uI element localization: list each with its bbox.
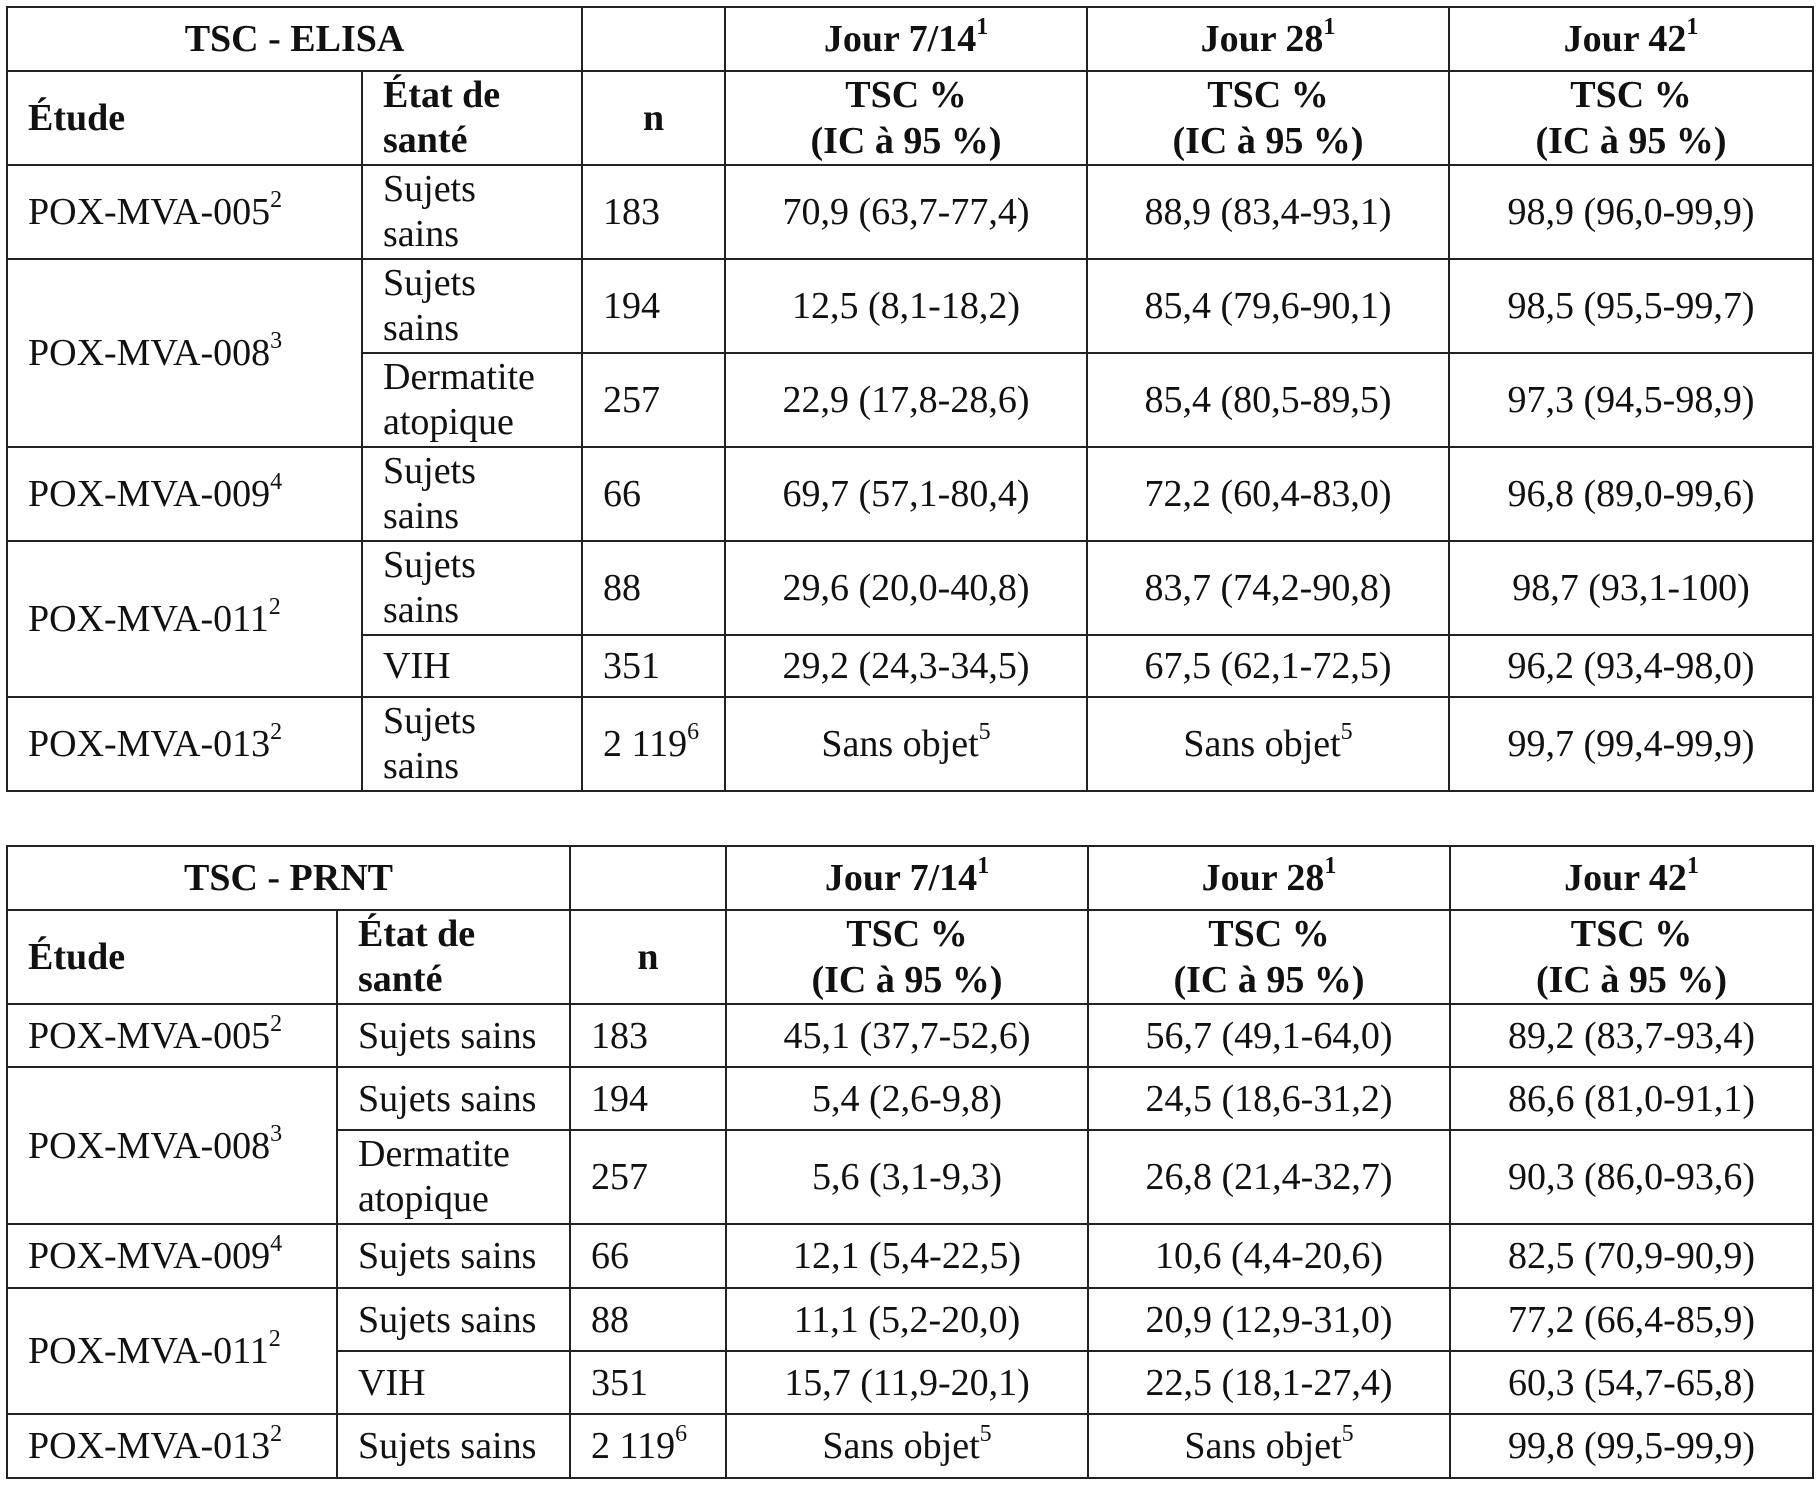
elisa-title-row: [7, 7, 1813, 71]
elisa-day-header: [1449, 7, 1813, 71]
col-header-metric: [1087, 71, 1449, 165]
value-cell: 69,7 (57,1-80,4): [725, 447, 1087, 541]
col-header-etat: [337, 910, 570, 1004]
value-cell: 99,7 (99,4-99,9): [1449, 697, 1813, 791]
metric-line2: (IC à 95 %): [811, 959, 1003, 1001]
value-cell: 96,8 (89,0-99,6): [1449, 447, 1813, 541]
condition-cell: [362, 541, 582, 635]
footnote-marker: 6: [675, 1421, 688, 1448]
value-cell: 10,6 (4,4-20,6): [1088, 1224, 1450, 1288]
table-row: [7, 1288, 1813, 1351]
col-header-etat-line1: État de: [383, 74, 501, 116]
prnt-title-row: [7, 846, 1813, 910]
footnote-marker: 5: [979, 1421, 992, 1448]
study-name: POX-MVA-011: [28, 1330, 269, 1372]
value-cell: 5,6 (3,1-9,3): [726, 1130, 1088, 1224]
value-cell: 20,9 (12,9-31,0): [1088, 1288, 1450, 1351]
n-cell: [582, 697, 725, 791]
value-cell: 77,2 (66,4-85,9): [1450, 1288, 1813, 1351]
study-cell: [7, 259, 362, 447]
col-header-etat-line2: santé: [358, 958, 443, 1000]
footnote-marker: 4: [270, 469, 283, 496]
study-name: POX-MVA-009: [28, 1235, 271, 1277]
metric-line1: TSC %: [1570, 74, 1692, 116]
condition-cell: VIH: [362, 635, 582, 697]
value-cell: 11,1 (5,2-20,0): [726, 1288, 1088, 1351]
day-label: Jour 28: [1201, 857, 1325, 899]
value-cell: 89,2 (83,7-93,4): [1450, 1004, 1813, 1067]
condition-line2: atopique: [383, 401, 514, 443]
footnote-marker: 3: [270, 328, 283, 355]
metric-line1: TSC %: [845, 74, 967, 116]
footnote-marker: 1: [1324, 853, 1337, 880]
n-cell: [570, 1414, 726, 1478]
condition-line2: sains: [383, 495, 459, 537]
prnt-day-header: [1450, 846, 1813, 910]
metric-line2: (IC à 95 %): [1535, 959, 1728, 1001]
condition-cell: Sujets sains: [337, 1414, 570, 1478]
condition-cell: Sujets sains: [337, 1067, 570, 1130]
condition-line1: Dermatite: [383, 356, 535, 398]
n-cell: 351: [570, 1351, 726, 1414]
value-cell: 82,5 (70,9-90,9): [1450, 1224, 1813, 1288]
col-header-n: n: [570, 910, 726, 1004]
study-cell: [7, 1067, 337, 1224]
condition-cell: [362, 353, 582, 447]
study-cell: [7, 165, 362, 259]
col-header-n: n: [582, 71, 725, 165]
value-cell: 67,5 (62,1-72,5): [1087, 635, 1449, 697]
n-value: 2 119: [603, 723, 688, 765]
study-cell: [7, 1288, 337, 1414]
footnote-marker: 2: [270, 187, 283, 214]
table-row: [7, 1414, 1813, 1478]
footnote-marker: 1: [977, 853, 990, 880]
footnote-marker: 1: [1686, 853, 1699, 880]
col-header-etat: [362, 71, 582, 165]
value-cell: 29,2 (24,3-34,5): [725, 635, 1087, 697]
table-row: [7, 259, 1813, 353]
prnt-table: [6, 845, 1814, 1479]
elisa-day-header: [1087, 7, 1449, 71]
value-cell: 26,8 (21,4-32,7): [1088, 1130, 1450, 1224]
value-text: Sans objet: [1184, 1425, 1342, 1467]
value-cell: 70,9 (63,7-77,4): [725, 165, 1087, 259]
condition-line1: Sujets: [383, 168, 476, 210]
elisa-table-title: TSC - ELISA: [7, 7, 582, 71]
n-cell: 66: [582, 447, 725, 541]
value-cell: 85,4 (79,6-90,1): [1087, 259, 1449, 353]
value-cell: 83,7 (74,2-90,8): [1087, 541, 1449, 635]
study-cell: [7, 1004, 337, 1067]
n-cell: 183: [570, 1004, 726, 1067]
condition-cell: [362, 697, 582, 791]
metric-line2: (IC à 95 %): [1173, 959, 1365, 1001]
n-cell: 88: [570, 1288, 726, 1351]
value-cell: 99,8 (99,5-99,9): [1450, 1414, 1813, 1478]
value-cell: 12,1 (5,4-22,5): [726, 1224, 1088, 1288]
condition-line1: Sujets: [383, 544, 476, 586]
condition-line1: Sujets: [383, 262, 476, 304]
n-cell: 257: [570, 1130, 726, 1224]
value-cell: [726, 1414, 1088, 1478]
col-header-etat-line1: État de: [358, 913, 476, 955]
condition-cell: Sujets sains: [337, 1004, 570, 1067]
study-name: POX-MVA-008: [28, 332, 271, 374]
study-name: POX-MVA-005: [28, 1014, 271, 1057]
footnote-marker: 2: [268, 1326, 281, 1353]
footnote-marker: 5: [1340, 719, 1353, 746]
col-header-etat-line2: santé: [383, 119, 468, 161]
elisa-table: [6, 6, 1814, 792]
metric-line2: (IC à 95 %): [1535, 120, 1727, 162]
n-value: 2 119: [591, 1425, 676, 1467]
value-cell: 86,6 (81,0-91,1): [1450, 1067, 1813, 1130]
n-cell: 351: [582, 635, 725, 697]
value-cell: 98,5 (95,5-99,7): [1449, 259, 1813, 353]
condition-line2: sains: [383, 307, 459, 349]
condition-cell: [337, 1130, 570, 1224]
condition-line2: sains: [383, 589, 459, 631]
condition-cell: [362, 259, 582, 353]
footnote-marker: 1: [976, 14, 989, 41]
table-row: [7, 541, 1813, 635]
value-cell: 96,2 (93,4-98,0): [1449, 635, 1813, 697]
metric-line2: (IC à 95 %): [810, 120, 1002, 162]
col-header-metric: [1088, 910, 1450, 1004]
prnt-day-header: [726, 846, 1088, 910]
day-label: Jour 28: [1200, 18, 1324, 60]
condition-cell: [362, 165, 582, 259]
table-row: [7, 1224, 1813, 1288]
value-cell: 97,3 (94,5-98,9): [1449, 353, 1813, 447]
study-name: POX-MVA-013: [28, 1425, 271, 1467]
col-header-metric: [725, 71, 1087, 165]
footnote-marker: 2: [270, 1010, 283, 1037]
footnote-marker: 2: [270, 1421, 283, 1448]
condition-cell: VIH: [337, 1351, 570, 1414]
footnote-marker: 2: [268, 594, 281, 621]
condition-line1: Sujets: [383, 700, 476, 742]
footnote-marker: 5: [1341, 1421, 1354, 1448]
study-name: POX-MVA-013: [28, 723, 271, 765]
value-cell: 56,7 (49,1-64,0): [1088, 1004, 1450, 1067]
elisa-column-header-row: [7, 71, 1813, 165]
condition-cell: Sujets sains: [337, 1288, 570, 1351]
study-cell: [7, 697, 362, 791]
table-row: [7, 165, 1813, 259]
study-cell: [7, 1224, 337, 1288]
col-header-metric: [726, 910, 1088, 1004]
value-cell: 88,9 (83,4-93,1): [1087, 165, 1449, 259]
condition-cell: [362, 447, 582, 541]
n-cell: 183: [582, 165, 725, 259]
value-cell: [1087, 697, 1449, 791]
footnote-marker: 1: [1686, 14, 1699, 41]
value-cell: [725, 697, 1087, 791]
metric-line2: (IC à 95 %): [1172, 120, 1364, 162]
value-cell: 72,2 (60,4-83,0): [1087, 447, 1449, 541]
prnt-column-header-row: [7, 910, 1813, 1004]
n-cell: 194: [570, 1067, 726, 1130]
value-cell: 12,5 (8,1-18,2): [725, 259, 1087, 353]
condition-line1: Dermatite: [358, 1133, 510, 1175]
table-row: [7, 447, 1813, 541]
n-cell: 66: [570, 1224, 726, 1288]
table-row: [7, 697, 1813, 791]
day-label: Jour 7/14: [823, 18, 977, 60]
value-cell: 90,3 (86,0-93,6): [1450, 1130, 1813, 1224]
condition-cell: Sujets sains: [337, 1224, 570, 1288]
metric-line1: TSC %: [846, 913, 968, 955]
day-label: Jour 42: [1563, 18, 1687, 60]
prnt-day-header: [1088, 846, 1450, 910]
prnt-table-title: TSC - PRNT: [7, 846, 570, 910]
value-text: Sans objet: [1183, 723, 1341, 765]
col-header-metric: [1450, 910, 1813, 1004]
value-cell: 45,1 (37,7-52,6): [726, 1004, 1088, 1067]
condition-line2: sains: [383, 213, 459, 255]
value-text: Sans objet: [821, 723, 979, 765]
table-row: [7, 1067, 1813, 1130]
footnote-marker: 3: [270, 1120, 283, 1147]
footnote-marker: 6: [687, 719, 700, 746]
value-cell: 24,5 (18,6-31,2): [1088, 1067, 1450, 1130]
value-cell: 60,3 (54,7-65,8): [1450, 1351, 1813, 1414]
elisa-empty-header: [582, 7, 725, 71]
study-name: POX-MVA-009: [28, 473, 271, 515]
col-header-etude: Étude: [7, 910, 337, 1004]
value-cell: 5,4 (2,6-9,8): [726, 1067, 1088, 1130]
condition-line2: sains: [383, 745, 459, 787]
study-name: POX-MVA-005: [28, 191, 271, 233]
value-cell: 85,4 (80,5-89,5): [1087, 353, 1449, 447]
n-cell: 88: [582, 541, 725, 635]
value-cell: 15,7 (11,9-20,1): [726, 1351, 1088, 1414]
value-cell: 22,5 (18,1-27,4): [1088, 1351, 1450, 1414]
footnote-marker: 5: [978, 719, 991, 746]
condition-line1: Sujets: [383, 450, 476, 492]
study-cell: [7, 541, 362, 697]
col-header-etude: Étude: [7, 71, 362, 165]
col-header-metric: [1449, 71, 1813, 165]
n-cell: 194: [582, 259, 725, 353]
study-cell: [7, 1414, 337, 1478]
elisa-day-header: [725, 7, 1087, 71]
table-row: [7, 1004, 1813, 1067]
day-label: Jour 7/14: [824, 857, 978, 899]
study-name: POX-MVA-008: [28, 1124, 271, 1167]
value-cell: 22,9 (17,8-28,6): [725, 353, 1087, 447]
value-cell: 29,6 (20,0-40,8): [725, 541, 1087, 635]
value-text: Sans objet: [822, 1425, 980, 1467]
footnote-marker: 2: [270, 719, 283, 746]
footnote-marker: 1: [1323, 14, 1336, 41]
n-cell: 257: [582, 353, 725, 447]
value-cell: 98,7 (93,1-100): [1449, 541, 1813, 635]
study-cell: [7, 447, 362, 541]
metric-line1: TSC %: [1208, 913, 1330, 955]
metric-line1: TSC %: [1570, 913, 1693, 955]
footnote-marker: 4: [270, 1231, 283, 1258]
value-cell: 98,9 (96,0-99,9): [1449, 165, 1813, 259]
prnt-empty-header: [570, 846, 726, 910]
day-label: Jour 42: [1564, 857, 1687, 899]
metric-line1: TSC %: [1207, 74, 1329, 116]
value-cell: [1088, 1414, 1450, 1478]
condition-line2: atopique: [358, 1178, 489, 1220]
study-name: POX-MVA-011: [28, 598, 269, 640]
